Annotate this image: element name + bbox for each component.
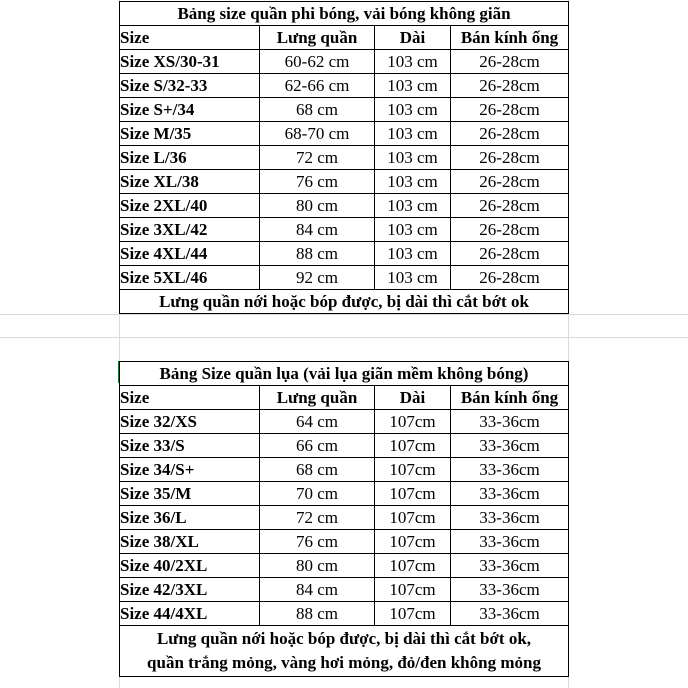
cell-size[interactable]: Size 35/M bbox=[120, 482, 260, 506]
grid-line bbox=[0, 314, 688, 315]
cell-size[interactable]: Size S+/34 bbox=[120, 98, 260, 122]
table-row bbox=[120, 218, 569, 242]
cell-size[interactable]: Size 2XL/40 bbox=[120, 194, 260, 218]
cell-length[interactable]: 107cm bbox=[375, 530, 451, 554]
cell-leg-radius[interactable]: 33-36cm bbox=[451, 434, 569, 458]
cell-length[interactable]: 103 cm bbox=[375, 170, 451, 194]
header-size[interactable]: Size bbox=[120, 386, 260, 410]
table-row bbox=[120, 146, 569, 170]
cell-waist[interactable]: 92 cm bbox=[260, 266, 375, 290]
note-line-1: Lưng quần nới hoặc bóp được, bị dài thì cắt bớt ok, bbox=[156, 629, 532, 648]
cell-length[interactable]: 103 cm bbox=[375, 98, 451, 122]
table-row bbox=[120, 530, 569, 554]
header-waist[interactable]: Lưng quần bbox=[260, 386, 375, 410]
cell-size[interactable]: Size 32/XS bbox=[120, 410, 260, 434]
table-title[interactable]: Bảng Size quần lụa (vải lụa giãn mềm không bóng) bbox=[120, 362, 569, 386]
cell-size[interactable]: Size 40/2XL bbox=[120, 554, 260, 578]
table-row bbox=[120, 554, 569, 578]
cell-leg-radius[interactable]: 33-36cm bbox=[451, 458, 569, 482]
table-row bbox=[120, 506, 569, 530]
cell-waist[interactable]: 84 cm bbox=[260, 578, 375, 602]
cell-size[interactable]: Size 3XL/42 bbox=[120, 218, 260, 242]
cell-size[interactable]: Size 34/S+ bbox=[120, 458, 260, 482]
table-title-row bbox=[120, 2, 569, 26]
cell-size[interactable]: Size XL/38 bbox=[120, 170, 260, 194]
cell-waist[interactable]: 60-62 cm bbox=[260, 50, 375, 74]
cell-waist[interactable]: 88 cm bbox=[260, 602, 375, 626]
cell-leg-radius[interactable]: 33-36cm bbox=[451, 506, 569, 530]
cell-size[interactable]: Size S/32-33 bbox=[120, 74, 260, 98]
header-length[interactable]: Dài bbox=[375, 386, 451, 410]
cell-length[interactable]: 103 cm bbox=[375, 266, 451, 290]
grid-line bbox=[0, 337, 688, 338]
header-waist[interactable]: Lưng quần bbox=[260, 26, 375, 50]
note-row bbox=[120, 290, 569, 314]
table-title[interactable]: Bảng size quần phi bóng, vải bóng không giãn bbox=[120, 2, 569, 26]
cell-size[interactable]: Size 36/L bbox=[120, 506, 260, 530]
cell-length[interactable]: 103 cm bbox=[375, 146, 451, 170]
cell-length[interactable]: 107cm bbox=[375, 434, 451, 458]
cell-leg-radius[interactable]: 26-28cm bbox=[451, 170, 569, 194]
cell-length[interactable]: 107cm bbox=[375, 506, 451, 530]
cell-leg-radius[interactable]: 33-36cm bbox=[451, 410, 569, 434]
cell-leg-radius[interactable]: 26-28cm bbox=[451, 266, 569, 290]
table-note[interactable]: Lưng quần nới hoặc bóp được, bị dài thì cắt bớt ok bbox=[120, 290, 569, 314]
cell-waist[interactable]: 84 cm bbox=[260, 218, 375, 242]
header-leg-radius[interactable]: Bán kính ống bbox=[451, 386, 569, 410]
table-row bbox=[120, 410, 569, 434]
table-note[interactable] bbox=[120, 626, 569, 677]
cell-size[interactable]: Size L/36 bbox=[120, 146, 260, 170]
table-row bbox=[120, 122, 569, 146]
cell-size[interactable]: Size XS/30-31 bbox=[120, 50, 260, 74]
table-header-row bbox=[120, 26, 569, 50]
cell-size[interactable]: Size 4XL/44 bbox=[120, 242, 260, 266]
cell-waist[interactable]: 68 cm bbox=[260, 98, 375, 122]
cell-waist[interactable]: 62-66 cm bbox=[260, 74, 375, 98]
table-row bbox=[120, 458, 569, 482]
cell-waist[interactable]: 64 cm bbox=[260, 410, 375, 434]
cell-length[interactable]: 107cm bbox=[375, 410, 451, 434]
cell-leg-radius[interactable]: 26-28cm bbox=[451, 218, 569, 242]
cell-leg-radius[interactable]: 26-28cm bbox=[451, 146, 569, 170]
table-row bbox=[120, 602, 569, 626]
table-header-row bbox=[120, 386, 569, 410]
header-leg-radius[interactable]: Bán kính ống bbox=[451, 26, 569, 50]
cell-leg-radius[interactable]: 33-36cm bbox=[451, 554, 569, 578]
table-row bbox=[120, 578, 569, 602]
cell-length[interactable]: 107cm bbox=[375, 578, 451, 602]
cell-waist[interactable]: 68-70 cm bbox=[260, 122, 375, 146]
cell-length[interactable]: 107cm bbox=[375, 602, 451, 626]
cell-length[interactable]: 107cm bbox=[375, 482, 451, 506]
cell-leg-radius[interactable]: 26-28cm bbox=[451, 74, 569, 98]
cell-waist[interactable]: 76 cm bbox=[260, 170, 375, 194]
cell-waist[interactable]: 76 cm bbox=[260, 530, 375, 554]
table-row bbox=[120, 482, 569, 506]
note-line-2: quần trắng mỏng, vàng hơi mỏng, đỏ/đen không mỏng bbox=[147, 653, 541, 672]
cell-size[interactable]: Size 44/4XL bbox=[120, 602, 260, 626]
cell-leg-radius[interactable]: 33-36cm bbox=[451, 530, 569, 554]
cell-length[interactable]: 103 cm bbox=[375, 194, 451, 218]
cell-waist[interactable]: 80 cm bbox=[260, 194, 375, 218]
cell-size[interactable]: Size 38/XL bbox=[120, 530, 260, 554]
header-size[interactable]: Size bbox=[120, 26, 260, 50]
cell-size[interactable]: Size M/35 bbox=[120, 122, 260, 146]
cell-leg-radius[interactable]: 33-36cm bbox=[451, 482, 569, 506]
cell-leg-radius[interactable]: 33-36cm bbox=[451, 578, 569, 602]
cell-leg-radius[interactable]: 26-28cm bbox=[451, 98, 569, 122]
table-row bbox=[120, 50, 569, 74]
table-title-row bbox=[120, 362, 569, 386]
cell-waist[interactable]: 80 cm bbox=[260, 554, 375, 578]
cell-leg-radius[interactable]: 33-36cm bbox=[451, 602, 569, 626]
cell-waist[interactable]: 68 cm bbox=[260, 458, 375, 482]
cell-length[interactable]: 103 cm bbox=[375, 50, 451, 74]
cell-waist[interactable]: 72 cm bbox=[260, 146, 375, 170]
cell-length[interactable]: 103 cm bbox=[375, 218, 451, 242]
cell-waist[interactable]: 66 cm bbox=[260, 434, 375, 458]
table-row bbox=[120, 434, 569, 458]
cell-length[interactable]: 103 cm bbox=[375, 242, 451, 266]
cell-leg-radius[interactable]: 26-28cm bbox=[451, 50, 569, 74]
cell-size[interactable]: Size 5XL/46 bbox=[120, 266, 260, 290]
table-row bbox=[120, 194, 569, 218]
cell-length[interactable]: 103 cm bbox=[375, 122, 451, 146]
size-table-lua bbox=[119, 361, 569, 677]
cell-size[interactable]: Size 33/S bbox=[120, 434, 260, 458]
cell-waist[interactable]: 70 cm bbox=[260, 482, 375, 506]
cell-length[interactable]: 107cm bbox=[375, 458, 451, 482]
cell-leg-radius[interactable]: 26-28cm bbox=[451, 194, 569, 218]
note-row bbox=[120, 626, 569, 677]
header-length[interactable]: Dài bbox=[375, 26, 451, 50]
table-row bbox=[120, 98, 569, 122]
cell-leg-radius[interactable]: 26-28cm bbox=[451, 122, 569, 146]
table-row bbox=[120, 170, 569, 194]
cell-waist[interactable]: 88 cm bbox=[260, 242, 375, 266]
table-row bbox=[120, 266, 569, 290]
cell-size[interactable]: Size 42/3XL bbox=[120, 578, 260, 602]
table-row bbox=[120, 242, 569, 266]
cell-length[interactable]: 103 cm bbox=[375, 74, 451, 98]
cell-leg-radius[interactable]: 26-28cm bbox=[451, 242, 569, 266]
cell-length[interactable]: 107cm bbox=[375, 554, 451, 578]
cell-waist[interactable]: 72 cm bbox=[260, 506, 375, 530]
table-row bbox=[120, 74, 569, 98]
size-table-phi-bong bbox=[119, 1, 569, 314]
